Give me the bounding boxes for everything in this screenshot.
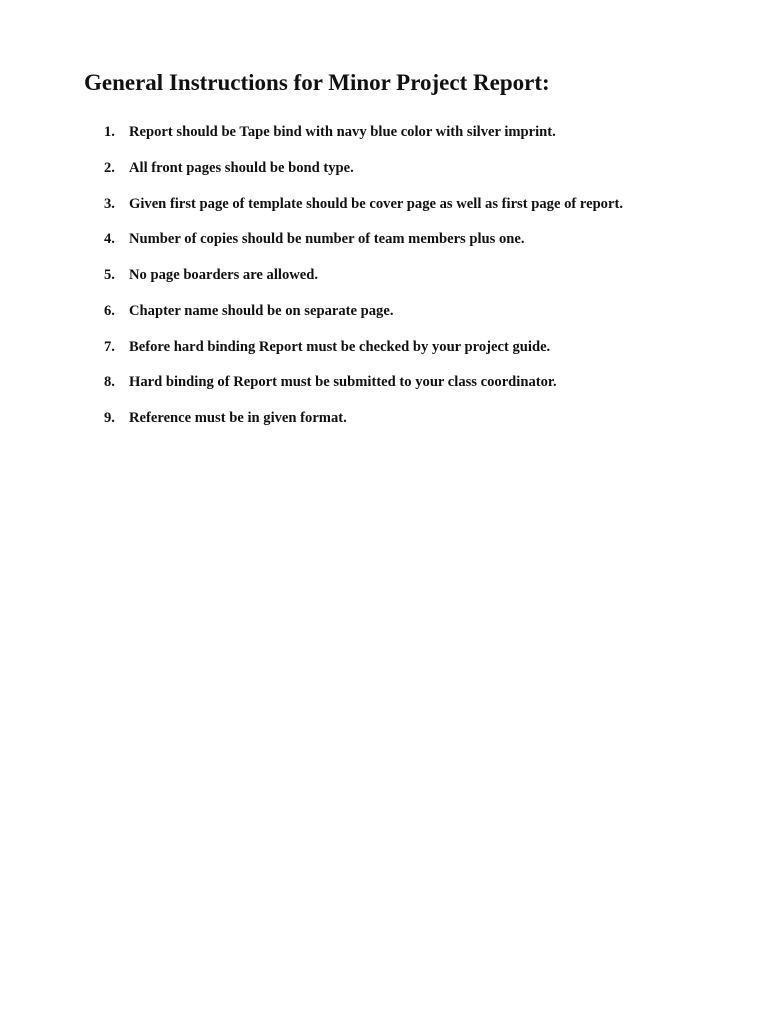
list-item-number: 6.: [104, 302, 115, 319]
document-title: General Instructions for Minor Project Report:: [84, 70, 550, 95]
list-item-number: 8.: [104, 374, 115, 391]
list-item-number: 2.: [104, 159, 115, 176]
list-item-text: Number of copies should be number of team members plus one.: [129, 231, 525, 248]
list-item-text: Report should be Tape bind with navy blue color with silver imprint.: [129, 124, 556, 140]
list-item-number: 1.: [104, 124, 115, 140]
list-item-text: All front pages should be bond type.: [129, 159, 354, 176]
list-item-number: 4.: [104, 231, 115, 248]
list-item-text: Chapter name should be on separate page.: [129, 302, 394, 319]
list-item-text: Hard binding of Report must be submitted to your class coordinator.: [129, 374, 557, 391]
list-item-number: 3.: [104, 195, 115, 212]
list-item-text: No page boarders are allowed.: [129, 267, 319, 283]
list-item-number: 5.: [104, 267, 115, 283]
list-item-text: Given first page of template should be cover page as well as first page of report.: [129, 195, 623, 212]
list-item-text: Reference must be in given format.: [129, 410, 347, 426]
list-item-number: 7.: [104, 338, 115, 355]
list-item-number: 9.: [104, 410, 115, 426]
list-item-text: Before hard binding Report must be checked by your project guide.: [129, 338, 551, 355]
